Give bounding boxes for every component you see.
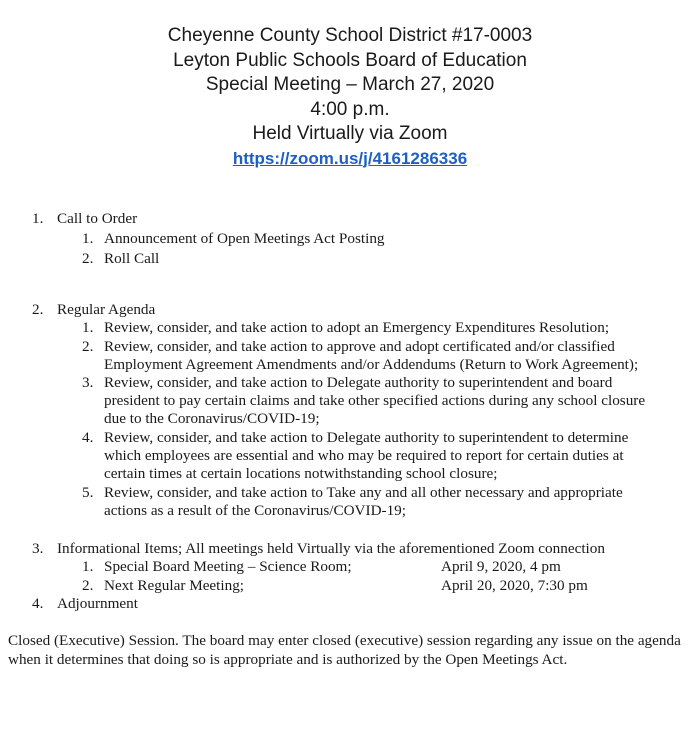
- meeting-date: April 20, 2020, 7:30 pm: [441, 577, 588, 594]
- zoom-link[interactable]: https://zoom.us/j/4161286336: [232, 148, 468, 168]
- section-title: Regular Agenda: [57, 301, 156, 318]
- section-title: Call to Order: [57, 210, 138, 227]
- board-name: Leyton Public Schools Board of Education: [173, 49, 527, 71]
- document-header: [0, 24, 700, 171]
- closed-session-note: Closed (Executive) Session. The board may enter closed (executive) session regarding any issue on the agenda when it determines that doing so is appropriate and is authorized by the Open Meetings Act.: [8, 632, 681, 668]
- meeting-venue: Held Virtually via Zoom: [252, 123, 448, 144]
- section-number: 1.: [32, 210, 44, 227]
- section-number: 3.: [32, 540, 44, 557]
- section-number: 4.: [32, 595, 44, 612]
- meeting-time: 4:00 p.m.: [310, 98, 390, 120]
- section-title: Informational Items; All meetings held Virtually via the aforementioned Zoom connection: [57, 540, 605, 557]
- meeting-date: April 9, 2020, 4 pm: [441, 558, 561, 575]
- meeting-title: Special Meeting – March 27, 2020: [205, 74, 495, 95]
- section-title: Adjournment: [57, 595, 138, 612]
- section-number: 2.: [32, 301, 44, 318]
- district-name: Cheyenne County School District #17-0003: [167, 25, 533, 46]
